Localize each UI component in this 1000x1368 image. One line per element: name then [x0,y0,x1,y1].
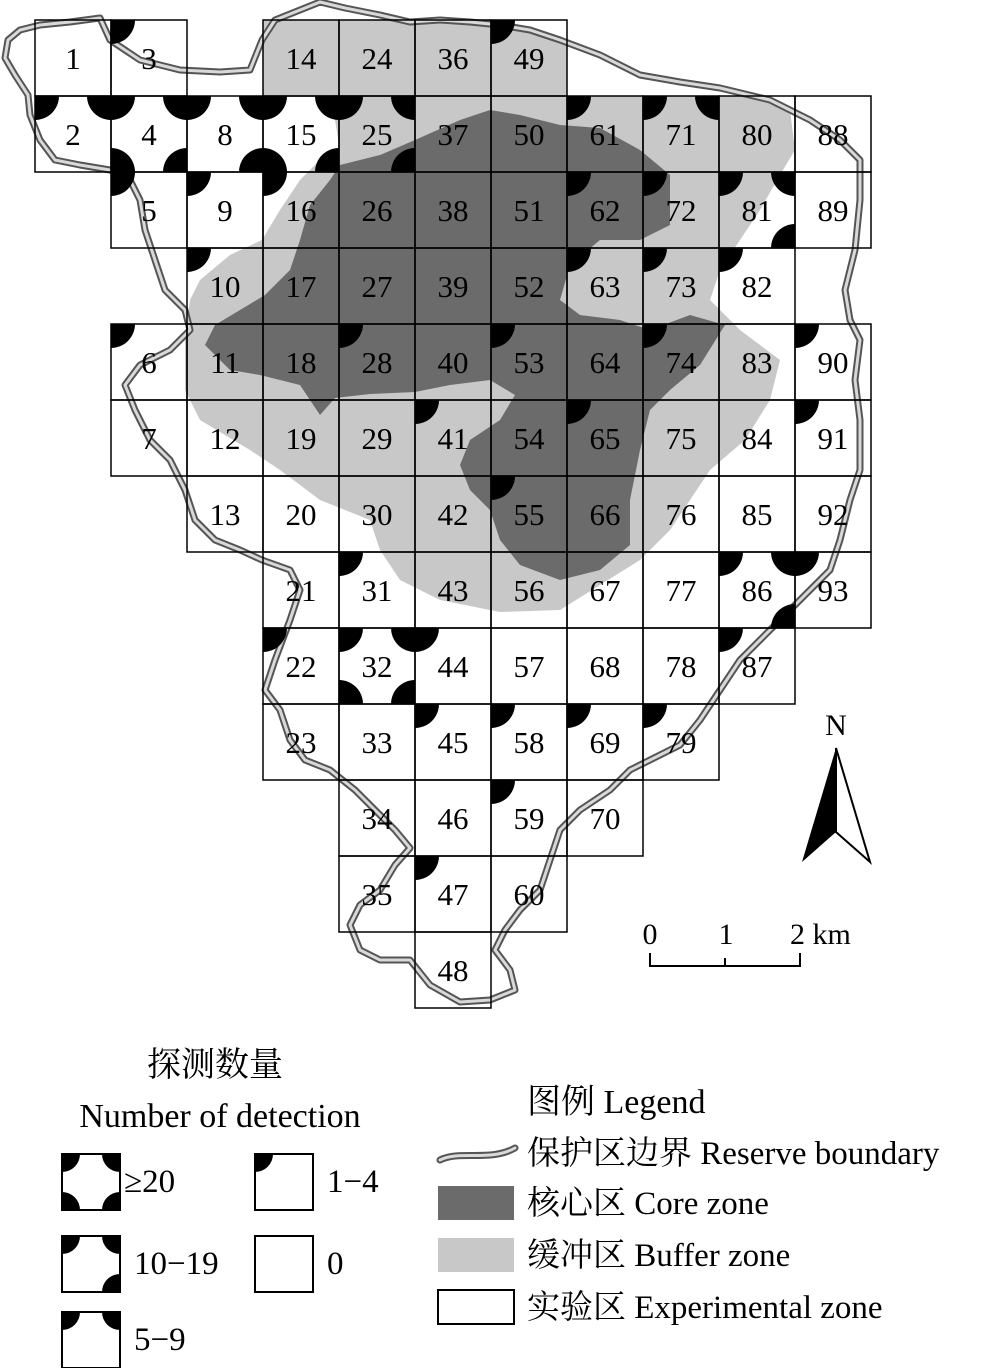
legend-experimental-label: 实验区 Experimental zone [527,1290,883,1326]
grid-cell-label: 3 [141,41,157,76]
grid-cell-label: 32 [361,649,393,684]
detection-marker-bottom-left [339,680,363,704]
grid-cell-57 [491,628,567,704]
detection-marker-top-left [491,704,515,728]
detection-marker-top-right [239,96,263,120]
grid-cell-label: 27 [361,269,393,304]
grid-cell-15 [263,96,339,172]
grid-cell-label: 58 [513,725,545,760]
legend-boundary-label: 保护区边界 Reserve boundary [527,1136,940,1172]
grid-cell-label: 91 [817,421,849,456]
detection-legend-item-0 [62,1154,175,1210]
detection-marker-top-left [719,628,743,652]
zone-legend-title: 图例 Legend [527,1084,706,1121]
detection-legend-label: ≥20 [124,1164,176,1200]
grid-cell-label: 86 [741,573,773,608]
grid-cell-label: 65 [589,421,621,456]
grid-cell-label: 56 [513,573,545,608]
grid-cell-label: 84 [741,421,773,456]
grid-cell-label: 20 [285,497,317,532]
grid-cell-label: 8 [217,117,233,152]
scale-label-0: 0 [642,918,658,951]
grid-cell-label: 51 [513,193,545,228]
grid-cell-label: 45 [437,725,469,760]
grid-cell-label: 19 [285,421,317,456]
detection-marker-top-left [415,628,439,652]
grid-cell-label: 29 [361,421,393,456]
grid-cell-label: 81 [741,193,773,228]
grid-cell-label: 9 [217,193,233,228]
legend-experimental-swatch [438,1290,514,1324]
detection-legend [62,1046,379,1368]
detection-marker-top-left [719,552,743,576]
grid-cell-label: 46 [437,801,469,836]
grid-cell-label: 82 [741,269,773,304]
grid-cell-label: 13 [209,497,241,532]
grid-cell-label: 1 [65,41,81,76]
grid-cell-label: 71 [665,117,697,152]
detection-legend-label: 10−19 [134,1246,219,1282]
grid-cell-label: 85 [741,497,773,532]
detection-marker-bottom-right [391,680,415,704]
detection-marker-top-left [415,704,439,728]
north-arrow-left-half [802,748,836,862]
grid-cell-label: 80 [741,117,773,152]
detection-marker-top-left [263,96,287,120]
grid-cell-label: 18 [285,345,317,380]
detection-marker-top-left [795,400,819,424]
grid-cell-label: 6 [141,345,157,380]
grid-cell-label: 31 [361,573,393,608]
grid-cell-label: 47 [437,877,469,912]
grid-cell-77 [643,552,719,628]
grid-cell-60 [491,856,567,932]
grid-cell-label: 64 [589,345,621,380]
detection-legend-title-en: Number of detection [79,1098,361,1135]
detection-legend-label: 0 [327,1246,344,1282]
grid-cell-label: 57 [513,649,545,684]
grid-cell-label: 83 [741,345,773,380]
grid-cell-label: 44 [437,649,469,684]
grid-cell-label: 28 [361,345,393,380]
grid-cell-label: 22 [285,649,317,684]
grid-cell-label: 7 [141,421,157,456]
legend-buffer-swatch [438,1238,514,1272]
detection-marker-bottom-left [111,148,135,172]
detection-marker-top-left [187,248,211,272]
grid-cell-label: 42 [437,497,469,532]
grid-cell-label: 5 [141,193,157,228]
grid-cell-label: 93 [817,573,849,608]
detection-legend-item-2 [62,1236,219,1292]
grid-cell-label: 92 [817,497,849,532]
grid-cell-label: 66 [589,497,621,532]
grid-cell-label: 77 [665,573,697,608]
scale-label-1: 1 [718,918,734,951]
grid-cell-label: 59 [513,801,545,836]
grid-cell-label: 73 [665,269,697,304]
detection-marker-top-right [87,96,111,120]
grid-cell-32 [339,628,415,704]
grid-cell-label: 35 [361,877,393,912]
zone-legend [438,1084,940,1326]
grid-cell-92 [795,476,871,552]
legend-core-label: 核心区 Core zone [527,1186,769,1222]
detection-marker-top-left [339,628,363,652]
detection-legend-label: 1−4 [327,1164,379,1200]
grid-cell-label: 40 [437,345,469,380]
detection-marker-top-left [263,628,287,652]
grid-cell-label: 61 [589,117,621,152]
grid-cell-label: 10 [209,269,241,304]
detection-marker-bottom-left [263,148,287,172]
detection-marker-top-left [111,172,135,196]
grid-cell-label: 49 [513,41,545,76]
legend-core-swatch [438,1186,514,1220]
grid-cell-label: 36 [437,41,469,76]
detection-marker-top-left [795,552,819,576]
grid-cell-3 [111,20,187,96]
grid-cell-label: 67 [589,573,621,608]
grid-cell-label: 89 [817,193,849,228]
detection-legend-label: 5−9 [134,1322,186,1358]
grid-cell-label: 72 [665,193,697,228]
detection-marker-bottom-right [239,148,263,172]
detection-marker-top-left [111,96,135,120]
grid-cell-label: 70 [589,801,621,836]
grid-cell-label: 2 [65,117,81,152]
grid-cell-46 [415,780,491,856]
grid-cell-label: 48 [437,953,469,988]
grid-cell-68 [567,628,643,704]
grid-cell-label: 38 [437,193,469,228]
grid-cell-label: 34 [361,801,393,836]
detection-marker-top-right [771,552,795,576]
grid-cell-label: 17 [285,269,317,304]
scale-line [650,953,800,966]
scale-label-2km: 2 km [790,918,851,951]
detection-marker-top-left [187,172,211,196]
grid-cell-78 [643,628,719,704]
grid-cell-label: 12 [209,421,241,456]
detection-marker-top-left [339,552,363,576]
grid-cell-label: 52 [513,269,545,304]
grid-cell-label: 33 [361,725,393,760]
detection-marker-top-left [187,96,211,120]
grid-cell-label: 16 [285,193,317,228]
grid-cell-label: 55 [513,497,545,532]
grid-cell-label: 63 [589,269,621,304]
grid-cell-45 [415,704,491,780]
grid-cell-label: 30 [361,497,393,532]
detection-marker-top-left [111,20,135,44]
grid-cell-4 [111,96,187,172]
grid-cell-82 [719,248,795,324]
grid-cell-label: 54 [513,421,545,456]
grid-cell-85 [719,476,795,552]
north-label: N [825,709,847,742]
grid-cell-9 [187,172,263,248]
detection-marker-top-right [771,172,795,196]
grid-cell-label: 62 [589,193,621,228]
grid-cell-label: 74 [665,345,697,380]
grid-cell-47 [415,856,491,932]
grid-cell-label: 39 [437,269,469,304]
grid-cell-label: 23 [285,725,317,760]
detection-marker-top-right [163,96,187,120]
detection-marker-top-left [643,704,667,728]
detection-legend-title-cn: 探测数量 [147,1047,283,1084]
grid-cell-label: 50 [513,117,545,152]
grid-cell-label: 76 [665,497,697,532]
legend-boundary-symbol [440,1148,515,1160]
detection-legend-item-3 [255,1236,344,1292]
detection-marker-bottom-right [771,604,795,628]
detection-marker-top-left [719,248,743,272]
grid-cell-label: 53 [513,345,545,380]
grid-cell-8 [187,96,263,172]
grid-cell-label: 88 [817,117,849,152]
detection-marker-bottom-right [163,148,187,172]
detection-marker-top-left [491,780,515,804]
grid-cell-label: 26 [361,193,393,228]
north-arrow [802,709,870,862]
detection-marker-top-left [415,856,439,880]
detection-legend-swatch [255,1236,313,1292]
scale-bar [643,918,851,966]
detection-marker-top-right [315,96,339,120]
grid-cell-label: 24 [361,41,393,76]
detection-marker-top-right [391,628,415,652]
grid-cell-label: 75 [665,421,697,456]
detection-marker-bottom-right [771,224,795,248]
grid-cell-label: 4 [141,117,157,152]
grid-cell-label: 11 [210,345,240,380]
grid-cell-label: 78 [665,649,697,684]
grid-cell-58 [491,704,567,780]
detection-marker-top-left [35,96,59,120]
grid-cell-label: 60 [513,877,545,912]
grid-cell-label: 37 [437,117,469,152]
grid-cell-1 [35,20,111,96]
legend-buffer-label: 缓冲区 Buffer zone [527,1238,791,1274]
grid-cell-79 [643,704,719,780]
grid-cell-6 [111,324,187,400]
grid-cell-label: 25 [361,117,393,152]
detection-marker-bottom-right [315,148,339,172]
grid-cell-label: 79 [665,725,697,760]
grid-cell-44 [415,628,491,704]
grid-cell-label: 87 [741,649,773,684]
detection-legend-item-4 [62,1312,186,1368]
grid-cell-label: 14 [285,41,317,76]
detection-marker-top-left [567,704,591,728]
detection-marker-top-left [263,172,287,196]
grid-cell-label: 21 [285,573,317,608]
detection-marker-top-left [795,324,819,348]
grid-cell-label: 15 [285,117,317,152]
grid-cell-label: 90 [817,345,849,380]
grid-cell-label: 43 [437,573,469,608]
grid-cell-label: 41 [437,421,469,456]
grid-cell-86 [719,552,795,628]
detection-marker-top-left [111,324,135,348]
grid-cell-33 [339,704,415,780]
north-arrow-right-half [836,748,870,862]
grid-cell-label: 69 [589,725,621,760]
grid-cell-label: 68 [589,649,621,684]
detection-legend-item-1 [255,1154,379,1210]
